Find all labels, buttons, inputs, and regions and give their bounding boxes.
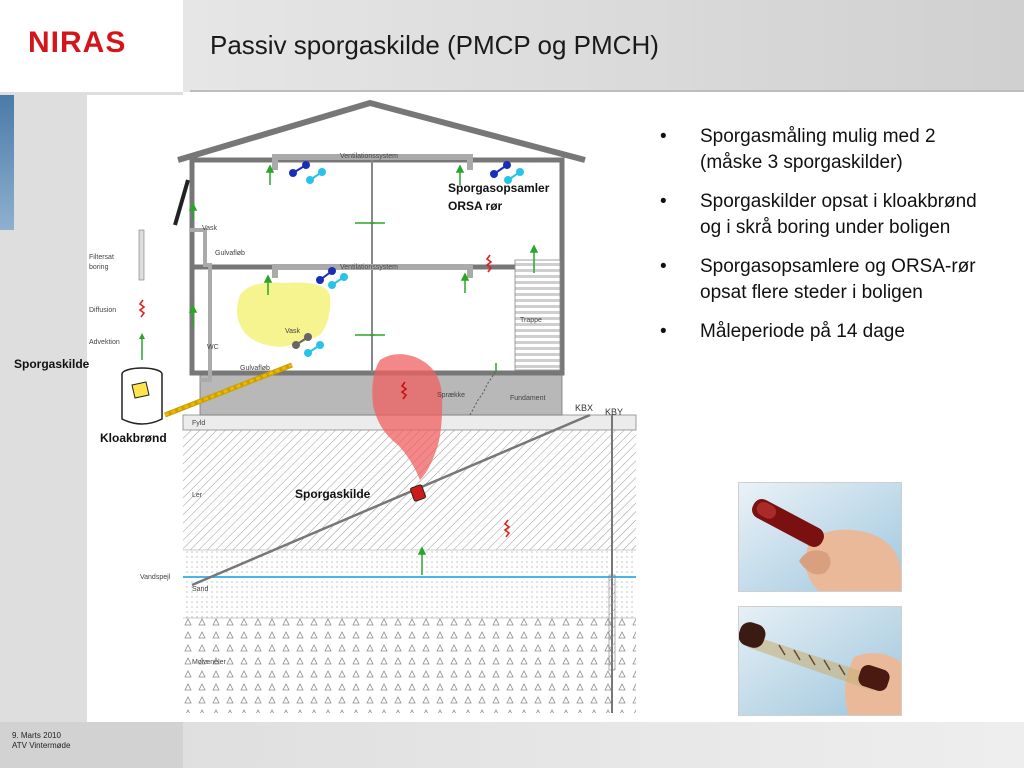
label-water-table: Vandspejl: [140, 574, 171, 581]
footer-event: ATV Vintermøde: [12, 741, 71, 750]
bullet-dot-icon: •: [660, 321, 667, 342]
label-kbx: KBX: [575, 403, 594, 413]
callout-collector: Sporgasopsamler: [448, 181, 550, 195]
house-diagram: [0, 95, 640, 722]
callout-manhole: Kloakbrønd: [100, 431, 167, 445]
photo-tracer-source-1: [738, 482, 902, 592]
collector-pair-top-left: [289, 161, 326, 184]
footer: [12, 731, 70, 751]
bullet-item: [660, 254, 1000, 306]
label-fill: Fyld: [192, 420, 206, 427]
label-foundation: Fundament: [510, 395, 546, 402]
label-ventilation-top: Ventilationssystem: [340, 153, 398, 160]
bullet-item: [660, 124, 1000, 176]
logo-area: [0, 0, 183, 92]
callout-source-left: Sporgaskilde: [14, 357, 90, 371]
solar-panel: [175, 180, 188, 225]
bullet-list: [660, 124, 1000, 358]
callout-source-center: Sporgaskilde: [295, 487, 371, 501]
bullet-text: Sporgaskilder opsat i kloakbrønd og i skrå boring under boligen: [700, 191, 977, 238]
slide-title: Passiv sporgaskilde (PMCP og PMCH): [210, 30, 659, 60]
bullet-text: Sporgasopsamlere og ORSA-rør opsat flere steder i boligen: [700, 256, 976, 303]
callout-orsa: ORSA rør: [448, 199, 503, 213]
sewer-manhole: [122, 368, 162, 424]
legend-filtered-well-label-1: Filtersat: [89, 254, 114, 261]
label-wc: WC: [207, 344, 219, 351]
bullet-item: [660, 319, 1000, 345]
bullet-dot-icon: •: [660, 191, 667, 212]
label-sink-mid: Vask: [285, 328, 301, 335]
roof: [178, 103, 585, 160]
legend-diffusion-label: Diffusion: [89, 307, 117, 314]
footer-date: 9. Marts 2010: [12, 731, 61, 740]
staircase: [515, 260, 560, 370]
label-sand: Sand: [192, 586, 209, 593]
bullet-dot-icon: •: [660, 126, 667, 147]
label-clay: Ler: [192, 492, 203, 499]
label-crack: Sprække: [437, 392, 466, 399]
label-kby: KBY: [605, 407, 624, 417]
moraine-layer: [183, 618, 636, 713]
legend-advection-label: Advektion: [89, 339, 120, 346]
bullet-text: Måleperiode på 14 dage: [700, 321, 905, 342]
legend-filtered-well-label-2: boring: [89, 264, 109, 271]
label-stairs: Trappe: [520, 317, 542, 324]
label-floor-drain-low: Gulvafløb: [240, 365, 270, 372]
legend-diffusion-icon: [140, 300, 144, 317]
label-floor-drain-top: Gulvafløb: [215, 250, 245, 257]
label-sink-top: Vask: [202, 225, 218, 232]
label-ventilation-mid: Ventilationssystem: [340, 264, 398, 271]
legend-filtered-well-icon: [139, 230, 144, 280]
header-divider: [190, 90, 1024, 92]
yellow-contamination-zone: [237, 283, 330, 348]
niras-logo: NIRAS: [28, 26, 127, 59]
bullet-item: [660, 189, 1000, 241]
bullet-text: Sporgasmåling mulig med 2 (måske 3 sporgaskilder): [700, 126, 936, 173]
photo-tracer-source-2: [738, 606, 902, 716]
label-moraine: Moræneler: [192, 659, 226, 666]
bullet-dot-icon: •: [660, 256, 667, 277]
